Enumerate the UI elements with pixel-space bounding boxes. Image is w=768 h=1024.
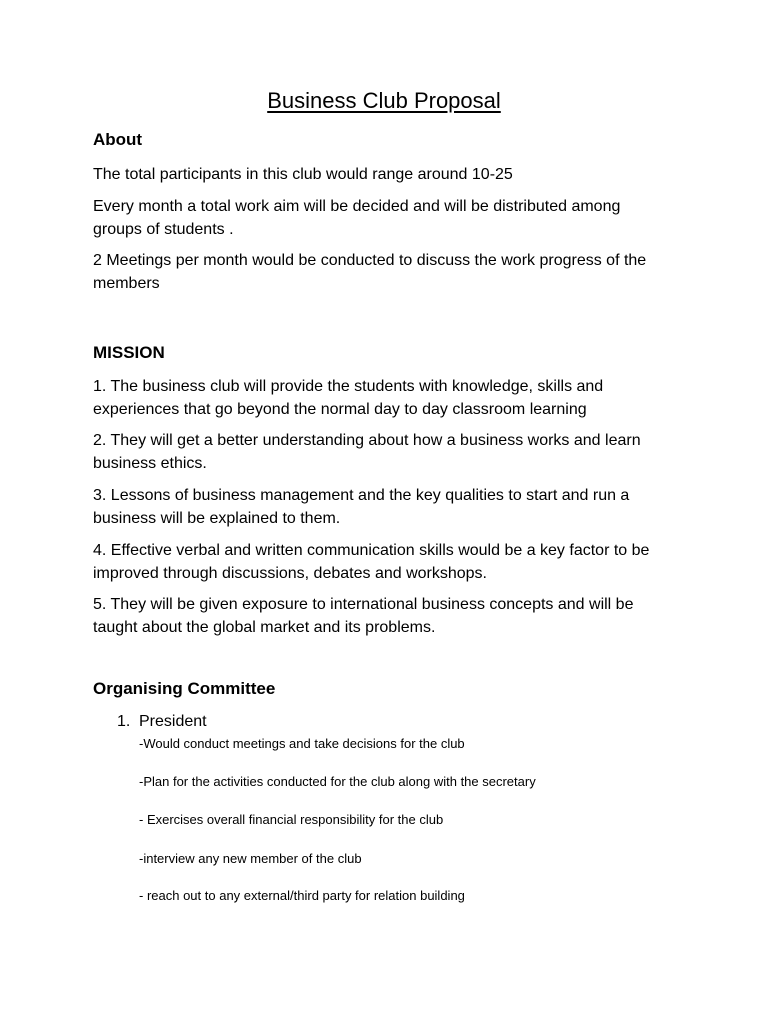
mission-item-2 [93,430,641,475]
paragraph-line: experiences that go beyond the normal day to day classroom learning [93,400,587,418]
mission-heading: MISSION [93,343,165,362]
paragraph-line: 4. Effective verbal and written communication skills would be a key factor to be [93,542,650,559]
paragraph-line: members [93,274,160,292]
about-paragraph-3 [93,250,646,295]
about-heading: About [93,130,143,149]
mission-item-1 [93,376,603,421]
president-duty-3: - Exercises overall financial responsibility for the club [139,812,444,827]
president-duty-1: -Would conduct meetings and take decisions for the club [139,736,465,751]
president-duty-5: - reach out to any external/third party for relation building [139,888,465,903]
paragraph-line: business ethics. [93,454,207,472]
paragraph-line: business will be explained to them. [93,509,341,527]
document-title: Business Club Proposal [267,88,501,113]
paragraph-line: taught about the global market and its problems. [93,618,436,636]
paragraph-line: 1. The business club will provide the students with knowledge, skills and [93,378,604,395]
president-duty-2: -Plan for the activities conducted for the club along with the secretary [139,774,536,789]
about-paragraph-1 [93,164,513,187]
paragraph-line: 2. They will get a better understanding about how a business works and learn [93,432,641,449]
role-number: 1. [117,713,131,730]
mission-item-4 [93,540,649,585]
paragraph-line: groups of students . [93,220,234,238]
paragraph-line: 3. Lessons of business management and the key qualities to start and run a [93,487,630,504]
president-duty-4: -interview any new member of the club [139,851,362,866]
role-label-president: President [139,713,207,730]
mission-item-5 [93,594,633,639]
paragraph-line: Every month a total work aim will be decided and will be distributed among [93,198,621,215]
paragraph-line: improved through discussions, debates and workshops. [93,564,487,582]
paragraph-line: 5. They will be given exposure to international business concepts and will be [93,596,634,613]
mission-item-3 [93,485,629,530]
about-paragraph-2 [93,196,620,241]
paragraph-line: 2 Meetings per month would be conducted to discuss the work progress of the [93,252,647,269]
paragraph-line: The total participants in this club would range around 10-25 [93,166,513,183]
committee-heading: Organising Committee [93,679,276,698]
